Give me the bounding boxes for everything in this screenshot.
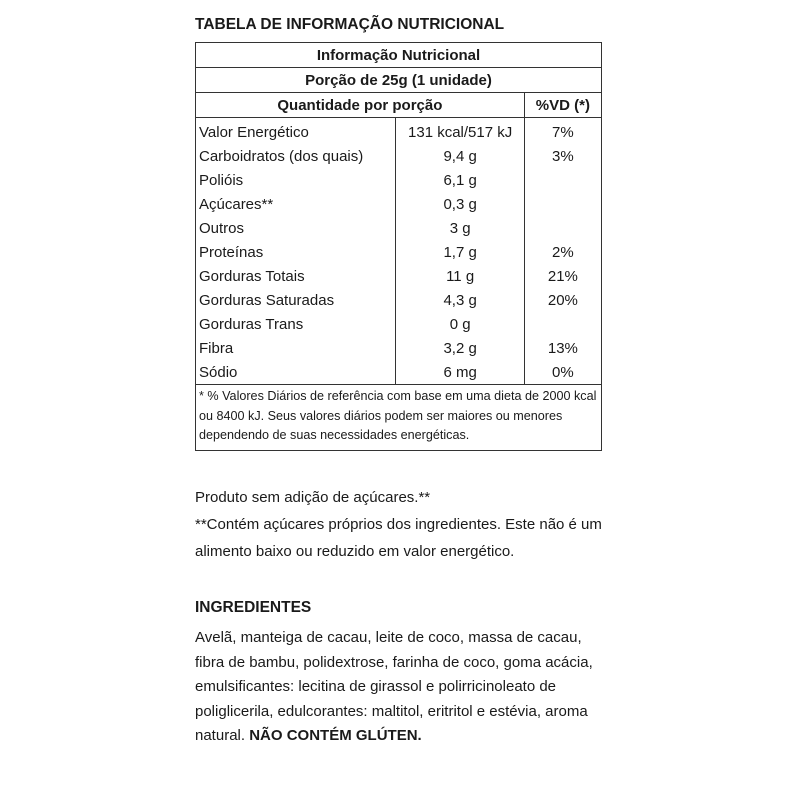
nutrient-vd: 3% (524, 144, 601, 168)
nutrition-table (195, 42, 602, 451)
ingredients-title: INGREDIENTES (195, 599, 312, 616)
nutrient-amount: 6,1 g (396, 168, 524, 192)
table-row (196, 264, 602, 288)
nutrient-vd: 20% (524, 288, 601, 312)
column-vd: %VD (*) (524, 93, 601, 118)
nutrient-amount: 131 kcal/517 kJ (396, 118, 524, 145)
nutrient-name: Fibra (196, 336, 396, 360)
table-footnote: * % Valores Diários de referência com base em uma dieta de 2000 kcal ou 8400 kJ. Seus valores diários podem ser maiores ou menores dependendo de suas necessidades energéticas. (196, 385, 602, 451)
nutrient-name: Açúcares** (196, 192, 396, 216)
nutrient-vd (524, 168, 601, 192)
portion-size: Porção de 25g (1 unidade) (196, 68, 602, 93)
nutrient-name: Valor Energético (196, 118, 396, 145)
table-row (196, 288, 602, 312)
document-title: TABELA DE INFORMAÇÃO NUTRICIONAL (195, 16, 505, 33)
nutrient-amount: 1,7 g (396, 240, 524, 264)
table-header: Informação Nutricional (196, 43, 602, 68)
table-row (196, 240, 602, 264)
nutrient-amount: 6 mg (396, 360, 524, 385)
nutrient-name: Proteínas (196, 240, 396, 264)
ingredients-text (195, 626, 605, 749)
nutrient-vd: 0% (524, 360, 601, 385)
nutrient-vd: 7% (524, 118, 601, 145)
table-row (196, 336, 602, 360)
ingredients-list: Avelã, manteiga de cacau, leite de coco, massa de cacau, fibra de bambu, polidextrose, farinha de coco, goma acácia, emulsificantes: lecitina de girassol e polirricinoleato de poliglicerila, edulcorantes: maltitol, eritritol e estévia, aroma natural. (195, 629, 593, 744)
nutrient-amount: 0 g (396, 312, 524, 336)
nutrient-amount: 3,2 g (396, 336, 524, 360)
nutrient-vd: 21% (524, 264, 601, 288)
nutrient-name: Polióis (196, 168, 396, 192)
nutrient-name: Gorduras Saturadas (196, 288, 396, 312)
no-sugar-note: Produto sem adição de açúcares.** (195, 489, 431, 506)
nutrient-amount: 3 g (396, 216, 524, 240)
nutrient-amount: 11 g (396, 264, 524, 288)
nutrient-amount: 9,4 g (396, 144, 524, 168)
nutrient-vd (524, 192, 601, 216)
nutrient-name: Outros (196, 216, 396, 240)
product-notes (195, 484, 605, 565)
table-row (196, 192, 602, 216)
nutrient-amount: 4,3 g (396, 288, 524, 312)
nutrient-name: Sódio (196, 360, 396, 385)
table-row (196, 144, 602, 168)
nutrient-amount: 0,3 g (396, 192, 524, 216)
nutrient-vd: 13% (524, 336, 601, 360)
table-row (196, 312, 602, 336)
table-row (196, 216, 602, 240)
nutrient-vd: 2% (524, 240, 601, 264)
table-row (196, 168, 602, 192)
nutrient-name: Gorduras Trans (196, 312, 396, 336)
nutrient-name: Carboidratos (dos quais) (196, 144, 396, 168)
sugar-footnote: **Contém açúcares próprios dos ingredientes. Este não é um alimento baixo ou reduzido em valor energético. (195, 516, 602, 560)
nutrient-vd (524, 312, 601, 336)
table-row (196, 118, 602, 145)
nutrient-name: Gorduras Totais (196, 264, 396, 288)
allergen-warning: NÃO CONTÉM GLÚTEN. (249, 727, 422, 744)
column-quantity: Quantidade por porção (196, 93, 525, 118)
table-row (196, 360, 602, 385)
nutrient-vd (524, 216, 601, 240)
